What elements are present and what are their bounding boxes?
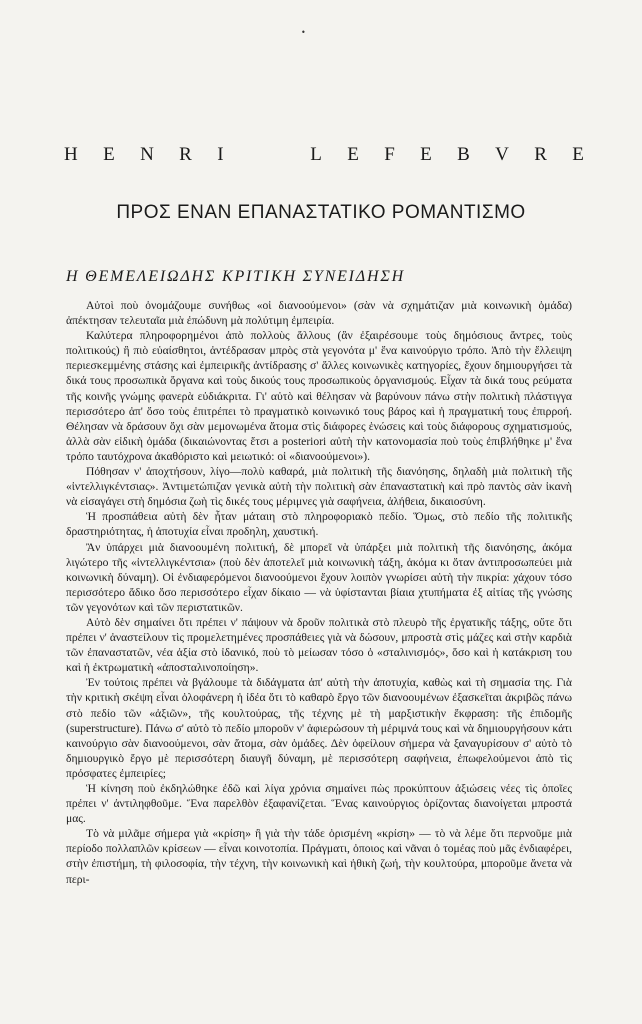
author-letter: I	[217, 144, 224, 165]
author-letter: F	[384, 144, 395, 165]
author-letter: B	[457, 144, 470, 165]
author-letter: E	[572, 144, 584, 165]
paragraph: Τὸ νὰ μιλᾶμε σήμερα γιὰ «κρίση» ἢ γιὰ τὴν τάδε ὁρισμένη «κρίση» — τὸ νὰ λέμε ὅτι περνοῦμε μιὰ περίοδο πολλαπλῶν κρίσεων — εἶναι κοινοτοπία. Πράγματι, ὁποιος καὶ νᾶναι ὁ τομέας ποὺ μᾶς ἐνδιαφέρει, στὴν ἐπιστήμη, τὴ φιλοσοφία, τὴν τέχνη, τὴν κοινωνικὴ καὶ ἠθικὴ ζωή, τὴν κουλτούρα, μποροῦμε ἄνετα νὰ περι-	[66, 827, 572, 886]
article-title: ΠΡΟΣ ΕΝΑΝ ΕΠΑΝΑΣΤΑΤΙΚΟ ΡΟΜΑΝΤΙΣΜΟ	[116, 202, 526, 223]
author-letter: R	[179, 144, 192, 165]
author-letter: R	[534, 144, 547, 165]
author-letter: E	[420, 144, 432, 165]
author-letter: E	[347, 144, 359, 165]
author-letter: V	[495, 144, 509, 165]
paragraph: Πόθησαν ν' ἀποχτήσουν, λίγο—πολὺ καθαρά, μιὰ πολιτικὴ τῆς διανόησης, δηλαδὴ μιὰ πολιτικὴ τῆς «ἰντελλιγκέντσιας». Ἀντιμετώπιζαν γενικὰ αὐτὴ τὴν πολιτικὴ σὰν ἐπαναστατικὴ καὶ πρὸ παντὸς σὰν ἱκανὴ νὰ εἰσαγάγει στὴ δημόσια ζωὴ τὶς δικές τους μέριμνες γιὰ σαφήνεια, ἀλήθεια, δικαιοσύνη.	[66, 465, 572, 509]
paragraph: Ἡ προσπάθεια αὐτὴ δὲν ἦταν μάταιη στὸ πληροφοριακὸ πεδίο. Ὅμως, στὸ πεδίο τῆς πολιτικῆς δραστηριότητας, ἡ ἀποτυχία εἶναι προδηλη, χαυστική.	[66, 510, 572, 539]
author-letter: N	[140, 144, 154, 165]
paragraph: Ἐν τούτοις πρέπει νὰ βγάλουμε τὰ διδάγματα ἀπ' αὐτὴ τὴν ἀποτυχία, καθὼς καὶ τὴ σημασία της. Γιὰ τὴν κριτικὴ σκέψη εἶναι ὁλοφάνερη ἡ ἰδέα ὅτι τὸ καθαρὸ ἔργο τῶν διανοουμένων ἐξασκεῖται ἀκριβῶς πάνω στὸ πεδίο τῶν «ἀξιῶν», τῆς κουλτούρας, τῆς τέχνης μὲ τὴ μαρξιστικὴν ἔκφραση: τῆς ἐπιδομῆς (superstructure). Πάνω σ' αὐτὸ τὸ πεδίο μποροῦν ν' ἀφιερώσουν τὴ μέριμνά τους καὶ νὰ δημιουργήσουν κάτι καινούργιο σὰν διανοούμενοι, σὰν ἄτομα, σὰν ὁμάδες. Δὲν ὀφείλουν σήμερα νὰ ξαναγυρίσουν σ' αὐτὸ τὸ δημιουργικὸ ἔργο μὲ περισσότερη διαυγῆ δύναμη, μὲ περισσότερη σαφήνεια, ἐπωφελούμενοι ἀπὸ τὶς πρόσφατες ἐμπειρίες;	[66, 676, 572, 780]
author-letter: L	[310, 144, 322, 165]
article-body	[66, 298, 572, 887]
paragraph: Καλύτερα πληροφορημένοι ἀπὸ πολλοὺς ἄλλους (ἂν ἐξαιρέσουμε τοὺς δημόσιους ἄντρες, τοὺς πολιτικούς) ἢ πιὸ εὐαίσθητοι, ἀντέδρασαν μπρὸς στὰ γεγονότα μ' ἕνα καινούργιο τρόπο. Ἀπὸ τὴν ἔλλειψη περιεσκεμμένης στάσης καὶ ἐμπειρικῆς ἀντίδρασης σ' ἄλλες κοινωνικὲς κατηγορίες, ἔχουν δημιουργήσει τὰ δικά τους προσωπικὰ ὄργανα καὶ τοὺς δικούς τους προσωπικοὺς ὀργανισμούς. Εἶχαν τὰ δικά τους ρεύματα τῆς κοινῆς γνώμης φανερὰ εὐδιάκριτα. Γι' αὐτὸ καὶ θέλησαν νὰ βαρύνουν πάνω στὴν πολιτικὴ πλάστιγγα περισσότερο ἀπ' ὅσο τοὺς ἐπιτρέπει τὸ πραγματικὸ κοινωνικό τους βάρος καὶ ἡ πραγματική τους ἐπιρροή. Θέλησαν νὰ δράσουν ὄχι σὰν μεμονωμένα ἄτομα στὶς διάφορες ἑνώσεις καὶ τοὺς διάφορους σχηματισμούς, ἀλλὰ σὰν εἰδικὴ ὁμάδα (δικαιώνοντας ἔτσι a posteriori αὐτὴ τὴν κατονομασία ποὺ τοὺς ἐπιβλήθηκε μ' ἕνα τρόπο ταυτόχρονα ἀκαθόριστο καὶ μειωτικό: οἱ «διανοούμενοι»).	[66, 329, 572, 463]
author-name	[64, 144, 584, 166]
paragraph: Αὐτοὶ ποὺ ὀνομάζουμε συνήθως «οἱ διανοούμενοι» (σὰν νὰ σχημάτιζαν μιὰ κοινωνικὴ ὁμάδα) ἀπέκτησαν τελευταῖα μιὰ ἐπώδυνη μὰ πολύτιμη ἐμπειρία.	[66, 299, 572, 328]
section-heading: Η ΘΕΜΕΛΕΙΩΔΗΣ ΚΡΙΤΙΚΗ ΣΥΝΕΙΔΗΣΗ	[66, 268, 405, 285]
paragraph: Ἂν ὑπάρχει μιὰ διανοουμένη πολιτική, δὲ μπορεῖ νὰ ὑπάρξει μιὰ πολιτικὴ τῆς διανόησης, ἀκόμα λιγώτερο τῆς «ἰντελλιγκέντσια» (ποὺ δὲν ἀποτελεῖ μιὰ κοινωνικὴ τάξη, ἀκόμα κι ὅταν ἀντιπροσωπεύει μιὰ κοινωνικὴ δύναμη). Οἱ ἐνδιαφερόμενοι διανοούμενοι ἔχουν λοιπὸν γνωρίσει αὐτὴ τὴν πικρία: χάχουν τόσο περισσότερο ἄδικο ὅσο περισσότερο εἶχαν δίκαιο — νὰ ὑφίστανται βίαια χτυπήματα ἐξ αἰτίας τῆς γνώσης τῶν γεγονότων καὶ τῶν περιστατικῶν.	[66, 540, 572, 614]
author-letter: E	[103, 144, 115, 165]
paragraph: Ἡ κίνηση ποὺ ἐκδηλώθηκε ἐδῶ καὶ λίγα χρόνια σημαίνει πὼς προκύπτουν ἀξιώσεις νέες τὶς ὁποῖες πρέπει ν' ἀντιληφθοῦμε. Ἕνα παρελθὸν ἐξαφανίζεται. Ἕνας καινούργιος ὁρίζοντας διανοίγεται μπροστά μας.	[66, 782, 572, 826]
paragraph: Αὐτὸ δὲν σημαίνει ὅτι πρέπει ν' πάψουν νὰ δροῦν πολιτικὰ στὸ πλευρὸ τῆς ἐργατικῆς τάξης, οὔτε ὅτι πρέπει ν' ἀναστείλουν τὶς προμελετημένες προσπάθειες γιὰ νὰ δώσουν, μπροστὰ στὶς μάζες καὶ στὴν καρδιὰ τῶν ἐπαναστατῶν, νέα ἀξία στὸ ἰδανικό, ποὺ τὸ μείωσαν τόσο ὁ «σταλινισμός», ὅσο καὶ ἡ κατάκριση του καὶ ἡ ἐκτρωματικὴ «ἀποσταλινοποίηση».	[66, 615, 572, 675]
speck-mark: •	[301, 28, 306, 37]
author-letter: H	[64, 144, 78, 165]
author-space	[249, 144, 285, 166]
